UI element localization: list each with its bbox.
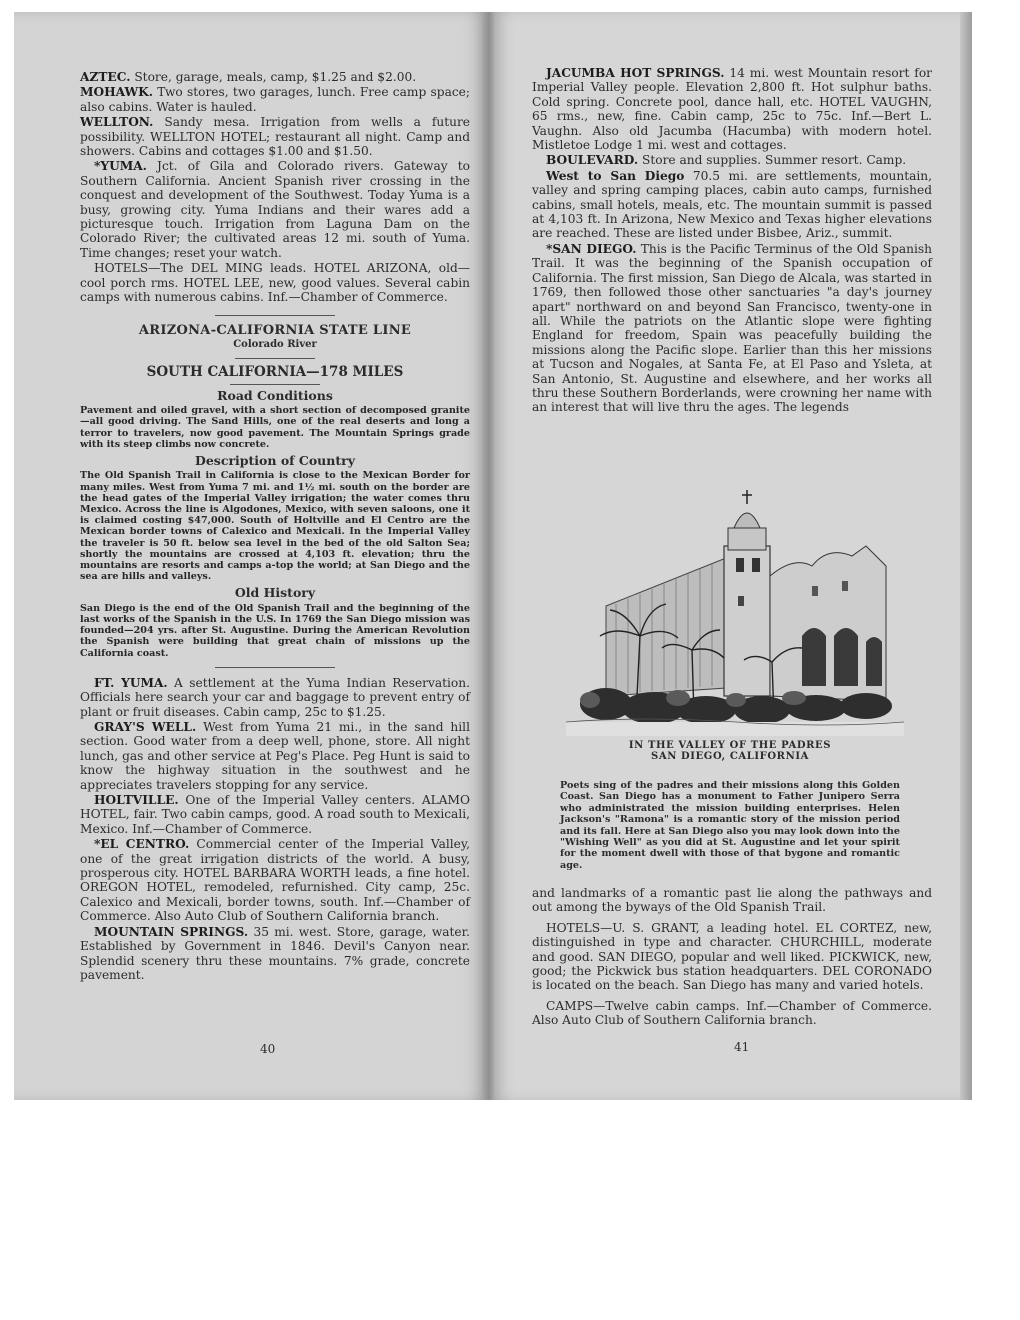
entry-yuma-hotels: HOTELS—The DEL MING leads. HOTEL ARIZONA, old—cool porch rms. HOTEL LEE, new, good values. Several cabin camps with numerous cabins. Inf.—Chamber of Commerce. (80, 261, 470, 305)
scanned-booklet-spread (14, 12, 972, 1100)
page-number-left: 40 (260, 1042, 276, 1056)
caption-subtitle: SAN DIEGO, CALIFORNIA (651, 751, 809, 762)
description-title: Description of Country (195, 452, 355, 468)
road-conditions-title: Road Conditions (217, 387, 333, 403)
entry-west-to-san-diego: West to San Diego 70.5 mi. are settlements, mountain, valley and spring camping places, cabin auto camps, furnished cabins, small hotels, meals, etc. The mountain summit is passed at 4,103 ft. In Arizona, New Mexico and Texas higher elevations are reached. These are listed under Bisbee, Ariz., summit. (532, 168, 932, 241)
entry-jacumba: JACUMBA HOT SPRINGS. 14 mi. west Mountain resort for Imperial Valley people. Elevation 2,800 ft. Hot sulphur baths. Cold spring. Concrete pool, dance hall, etc. HOTEL VAUGHN, 65 rms., new, fine. Cabin camp, 25c to 75c. Inf.—Bert L. Vaughn. Also old Jacumba (Hacumba) with modern hotel. Mistletoe Lodge 1 mi. west and cottages. (532, 66, 932, 153)
entry-san-diego: *SAN DIEGO. This is the Pacific Terminus of the Old Spanish Trail. It was the beginning of the Spanish occupation of California. The first mission, San Diego de Alcala, was started in 1769, then followed those other sanctuaries "a day's journey apart" northward on and beyond San Francisco, twenty-one in all. While the patriots on the Atlantic slope were fighting England for freedom, Spain was peacefully building the missions along the Pacific slope. Earlier than this her missions at Tucson and Nogales, at Santa Fe, at El Paso and Ysleta, at San Antonio, St. Augustine and elsewhere, and her works all thru these Southern Borderlands, were crowning her name with an interest that will live thru the ages. The legends (532, 241, 932, 415)
old-history-text: San Diego is the end of the Old Spanish Trail and the beginning of the last works of the Spanish in the U.S. In 1769 the San Diego mission was founded—204 yrs. after St. Augustine. During the American Revolution the Spanish were building that great chain of missions up the California coast. (80, 602, 470, 659)
entry-landmarks: and landmarks of a romantic past lie along the pathways and out among the byways of the Old Spanish Trail. (532, 886, 932, 915)
description-text: The Old Spanish Trail in California is close to the Mexican Border for many miles. West from Yuma 7 mi. and 1½ mi. south on the border are the head gates of the Imperial Valley irrigation; the water comes thru Mexico. Across the line is Algodones, Mexico, with seven saloons, one it is claimed costing $47,000. South of Holtville and El Centro are the Mexican border towns of Calexico and Mexicali. In the Imperial Valley the traveler is 50 ft. below sea level in the bed of the old Salton Sea; shortly the mountains are crossed at 4,103 ft. elevation; thru the mountains are resorts and camps a-top the world; at San Diego and the sea are hills and valleys. (80, 470, 470, 583)
divider-rule (215, 315, 335, 316)
entry-aztec: AZTEC. Store, garage, meals, camp, $1.25 and $2.00. (80, 70, 417, 84)
entry-camps: CAMPS—Twelve cabin camps. Inf.—Chamber of Commerce. Also Auto Club of Southern California branch. (532, 998, 932, 1028)
mission-illustration (566, 486, 904, 736)
entry-wellton: WELLTON. Sandy mesa. Irrigation from wells a future possibility. WELLTON HOTEL; restaurant all night. Camp and showers. Cabins and cottages $1.00 and $1.50. (80, 115, 470, 159)
right-column-bottom (532, 886, 932, 1029)
entry-mohawk: MOHAWK. Two stores, two garages, lunch. Free camp space; also cabins. Water is hauled. (80, 85, 470, 114)
illustration-caption (560, 740, 900, 881)
right-page (494, 12, 972, 1100)
state-line-heading: ARIZONA-CALIFORNIA STATE LINE (138, 322, 412, 338)
divider-rule (235, 358, 315, 359)
entry-ft-yuma: FT. YUMA. A settlement at the Yuma Indian Reservation. Officials here search your car and baggage to prevent entry of plant or fruit diseases. Cabin camp, 25c to $1.25. (80, 675, 470, 719)
entry-boulevard: BOULEVARD. Store and supplies. Summer resort. Camp. (546, 153, 907, 168)
caption-title: IN THE VALLEY OF THE PADRES (628, 740, 832, 751)
entry-grays-well: GRAY'S WELL. West from Yuma 21 mi., in the sand hill section. Good water from a deep well, phone, store. All night lunch, gas and other service at Peg's Place. Peg Hunt is said to know the highway situation in the southwest and he appreciates travelers stopping for any service. (80, 720, 470, 792)
entry-yuma: *YUMA. Jct. of Gila and Colorado rivers. Gateway to Southern California. Ancient Spanish river crossing in the conquest and development of the Southwest. Today Yuma is a busy, growing city. Yuma Indians and their wares add a picturesque touch. Irrigation from Laguna Dam on the Colorado River; the cultivated areas 12 mi. south of Yuma. Time changes; reset your watch. (80, 159, 470, 260)
caption-text: Poets sing of the padres and their missions along this Golden Coast. San Diego has a monument to Father Junipero Serra who administrated the mission building enterprises. Helen Jackson's "Ramona" is a romantic story of the mission period and its fall. Here at San Diego also you may look down into the "Wishing Well" as you did at St. Augustine and let your spirit for the moment dwell with those of that bygone and romantic age. (560, 780, 900, 871)
entry-hotels: HOTELS—U. S. GRANT, a leading hotel. EL CORTEZ, new, distinguished in type and character. CHURCHILL, moderate and good. SAN DIEGO, popular and well liked. PICKWICK, new, good; the Pickwick bus station headquarters. DEL CORONADO is located on the beach. San Diego has many and varied hotels. (532, 920, 932, 993)
section-title: SOUTH CALIFORNIA—178 MILES (146, 364, 404, 381)
left-column (80, 70, 470, 983)
divider-rule (215, 667, 335, 668)
right-column-top (532, 66, 932, 416)
entry-el-centro: *EL CENTRO. Commercial center of the Imperial Valley, one of the great irrigation districts of the world. A busy, prosperous city. HOTEL BARBARA WORTH leads, a fine hotel. OREGON HOTEL, remodeled, refurnished. City camp, 25c. Calexico and Mexicali, border towns, south. Inf.—Chamber of Commerce. Also Auto Club of Southern California branch. (80, 837, 470, 924)
old-history-title: Old History (234, 585, 316, 601)
left-page (14, 12, 484, 1100)
entry-mountain-springs: MOUNTAIN SPRINGS. 35 mi. west. Store, garage, water. Established by Government in 1846. Devil's Canyon near. Splendid scenery thru these mountains. 7% grade, concrete pavement. (80, 924, 470, 982)
page-edge-shadow (960, 12, 972, 1100)
state-line-subheading: Colorado River (233, 338, 317, 350)
page-number-right: 41 (734, 1040, 750, 1054)
road-conditions-text: Pavement and oiled gravel, with a short section of decomposed granite—all good driving. The Sand Hills, one of the real deserts and long a terror to travelers, now good pavement. The Mountain Springs grade with its steep climbs now concrete. (80, 405, 470, 450)
entry-holtville: HOLTVILLE. One of the Imperial Valley centers. ALAMO HOTEL, fair. Two cabin camps, good. A road south to Mexicali, Mexico. Inf.—Chamber of Commerce. (80, 793, 470, 836)
divider-rule (230, 384, 320, 385)
